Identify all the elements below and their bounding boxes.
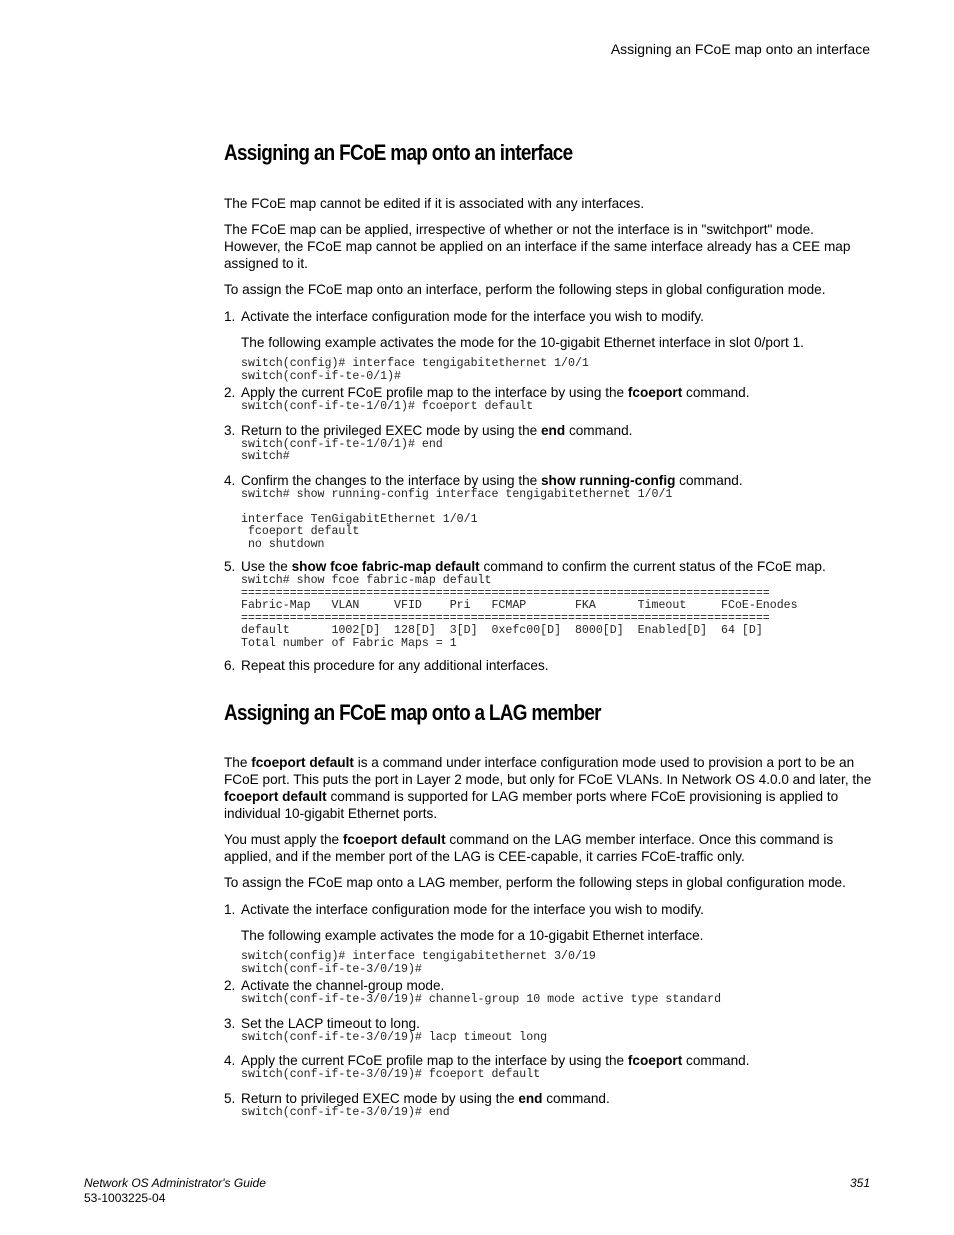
step-number: 4.: [224, 1053, 236, 1068]
step-text: Apply the current FCoE profile map to the interface by using the: [241, 1053, 628, 1068]
command-name: fcoeport: [627, 1053, 683, 1068]
command-name: fcoeport default: [251, 755, 354, 770]
step-number: 6.: [224, 658, 236, 673]
step-text: command.: [542, 1090, 610, 1106]
step-text: command.: [565, 422, 633, 438]
command-name: end: [518, 1090, 543, 1106]
command-name: fcoeport default: [342, 832, 446, 847]
command-name: end: [541, 422, 566, 438]
code-block: switch(conf-if-te-3/0/19)# lacp timeout long: [241, 1030, 548, 1044]
command-name: fcoeport default: [224, 789, 327, 804]
step-item: [224, 308, 872, 325]
running-header: Assigning an FCoE map onto an interface: [610, 41, 870, 57]
code-block: switch(conf-if-te-3/0/19)# channel-group 10 mode active type standard: [241, 993, 722, 1006]
code-block-fabric-map-table: switch# show fcoe fabric-map default ============================================================================ Fabric-Map VLAN VFID Pri FCMAP FKA Timeout FCoE-Enodes ============================================================================ default 1002[D] 128[D] 3[D] 0xefc00[D] 8000[D] Enabled[D] 64 [D] Total number of Fabric Maps = 1: [241, 574, 798, 650]
step-item: [224, 901, 872, 918]
step-text: Return to the privileged EXEC mode by using the: [241, 422, 541, 438]
text-run: The: [224, 755, 252, 770]
code-block: switch# show running-config interface tengigabitethernet 1/0/1 interface TenGigabitEthernet 1/0/1 fcoeport default no shutdown: [241, 487, 673, 551]
section-heading-lag-member: Assigning an FCoE map onto a LAG member: [224, 700, 601, 725]
step-item: [224, 422, 872, 439]
step-text: command.: [675, 472, 743, 488]
text-run: command is supported for LAG member ports where FCoE provisioning is applied to individual 10-gigabit Ethernet ports.: [224, 789, 839, 821]
code-block: switch(conf-if-te-1/0/1)# fcoeport default: [241, 400, 534, 413]
paragraph: [224, 754, 872, 822]
paragraph: The FCoE map cannot be edited if it is associated with any interfaces.: [224, 196, 645, 211]
step-item: [224, 558, 872, 575]
command-name: show fcoe fabric-map default: [291, 559, 480, 574]
step-number: 4.: [224, 472, 236, 488]
step-note: The following example activates the mode for the 10-gigabit Ethernet interface in slot 0/port 1.: [241, 335, 804, 350]
step-text: command.: [682, 385, 750, 400]
step-text: Apply the current FCoE profile map to the interface by using the: [241, 385, 628, 400]
footer-doc-title: Network OS Administrator's Guide: [84, 1176, 266, 1190]
step-text: command to confirm the current status of the FCoE map.: [479, 559, 826, 574]
step-number: 1.: [224, 902, 236, 917]
step-item: [224, 657, 872, 674]
footer-page-number: 351: [849, 1176, 870, 1190]
step-number: 2.: [224, 978, 236, 993]
step-text: Activate the interface configuration mode for the interface you wish to modify.: [241, 902, 704, 917]
step-item: [224, 1052, 872, 1069]
step-text: Repeat this procedure for any additional interfaces.: [241, 658, 549, 673]
paragraph: To assign the FCoE map onto an interface, perform the following steps in global configuration mode.: [224, 282, 826, 297]
step-number: 2.: [224, 385, 236, 400]
step-item: [224, 977, 872, 994]
step-note: The following example activates the mode for a 10-gigabit Ethernet interface.: [241, 928, 704, 943]
step-item: [224, 1090, 872, 1107]
footer-doc-number: 53-1003225-04: [84, 1191, 166, 1205]
step-item: [224, 472, 872, 489]
paragraph: To assign the FCoE map onto a LAG member, perform the following steps in global configuration mode.: [224, 875, 846, 890]
command-name: fcoeport: [627, 385, 683, 400]
text-run: is a command under interface configuration mode used to provision a port to be an FCoE port. This puts the port in Layer 2 mode, but only for FCoE VLANs. In Network OS 4.0.0 and later, the: [224, 755, 872, 787]
code-block: switch(conf-if-te-1/0/1)# end switch#: [241, 437, 443, 463]
code-block: switch(config)# interface tengigabitethernet 1/0/1 switch(conf-if-te-0/1)#: [241, 357, 589, 383]
step-text: Use the: [241, 559, 292, 574]
step-number: 3.: [224, 422, 236, 438]
footer-doc-info: [84, 1176, 266, 1206]
paragraph: The FCoE map can be applied, irrespective of whether or not the interface is in "switchport" mode. However, the FCoE map cannot be applied on an interface if the same interface already has a CEE map assigned to it.: [224, 222, 851, 271]
text-run: command on the LAG member interface. Once this command is applied, and if the member port of the LAG is CEE-capable, it carries FCoE-traffic only.: [224, 832, 834, 864]
section-heading-interface: Assigning an FCoE map onto an interface: [224, 140, 573, 165]
code-block: switch(conf-if-te-3/0/19)# fcoeport default: [241, 1068, 541, 1081]
step-number: 3.: [224, 1015, 236, 1031]
command-name: show running-config: [541, 472, 676, 488]
step-text: Confirm the changes to the interface by using the: [241, 472, 541, 488]
page-content: [224, 140, 872, 1119]
step-text: Set the LACP timeout to long.: [241, 1015, 420, 1031]
step-item: [224, 1015, 872, 1032]
step-text: Return to privileged EXEC mode by using the: [241, 1090, 519, 1106]
step-number: 5.: [224, 1090, 236, 1106]
step-text: Activate the channel-group mode.: [241, 978, 445, 993]
code-block: switch(config)# interface tengigabitethernet 3/0/19 switch(conf-if-te-3/0/19)#: [241, 950, 596, 976]
paragraph: [224, 831, 872, 865]
step-number: 5.: [224, 559, 236, 574]
step-text: Activate the interface configuration mode for the interface you wish to modify.: [241, 309, 704, 324]
step-item: [224, 384, 872, 401]
step-text: command.: [682, 1053, 750, 1068]
code-block: switch(conf-if-te-3/0/19)# end: [241, 1105, 450, 1119]
step-number: 1.: [224, 309, 236, 324]
text-run: You must apply the: [224, 832, 343, 847]
